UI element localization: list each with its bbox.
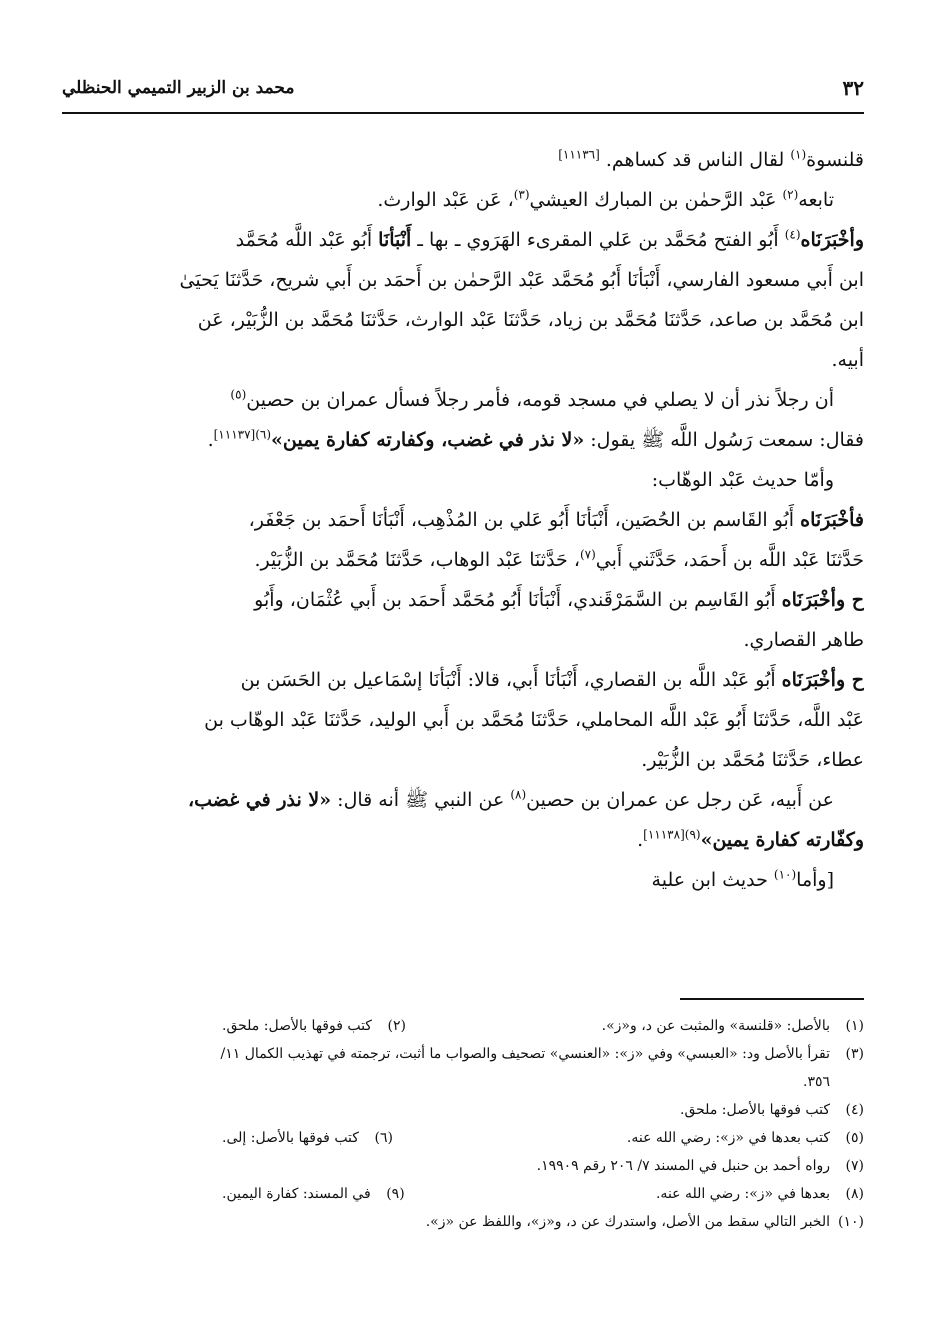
footnote <box>62 1124 864 1152</box>
footnote-second <box>222 1180 405 1208</box>
text-span: فقال: سمعت رَسُول اللَّه ﷺ يقول: <box>584 429 864 451</box>
page-header <box>62 72 864 108</box>
text-line: عَبْد اللَّه، حَدَّثنَا أَبُو عَبْد اللَّه المحاملي، حَدَّثنَا مُحَمَّد بن أَبي الوليد، حَدَّثنَا عَبْد الوهّاب بن <box>204 709 864 731</box>
footnote-number: (٢) <box>387 1018 406 1034</box>
text-span: لقال الناس قد كساهم. <box>605 149 791 171</box>
footnote-text: بالأصل: «قلنسة» والمثبت عن د، و«ز». <box>601 1018 830 1034</box>
main-text <box>62 140 864 900</box>
text-span: حَدَّثنَا عَبْد اللَّه بن أَحمَد، حَدَّثَني أَبي <box>595 549 864 571</box>
text-line <box>62 500 864 540</box>
hadith-text: «لا نذر في غضب، وكفارته كفارة يمين» <box>271 429 585 451</box>
text-span: أَبُو عَبْد اللَّه بن القصاري، أَنْبَأنَا أَبي، قالا: أَنْبَأنَا إسْمَاعيل بن الحَسَن بن <box>240 669 782 691</box>
running-title: محمد بن الزبير التميمي الحنظلي <box>62 78 295 98</box>
text-line <box>62 180 864 220</box>
text-span: . <box>637 829 644 851</box>
hadith-text: وكفّارته كفارة يمين» <box>700 829 864 851</box>
text-span: قلنسوة <box>806 149 864 171</box>
footnote <box>62 1180 864 1208</box>
text-span: عن النبي ﷺ أنه قال: <box>331 789 511 811</box>
footnote-text: الخبر التالي سقط من الأصل، واستدرك عن د، و«ز»، واللفظ عن «ز». <box>425 1214 830 1230</box>
footnote-second <box>222 1124 393 1152</box>
text-span: ، عَن عَبْد الوارث. <box>377 189 514 211</box>
footnote <box>62 1068 864 1096</box>
text-line <box>62 820 864 860</box>
text-span: أَبُو القَاسم بن الحُصَين، أَنْبَأنَا أَبُو عَلي بن المُذْهِب، أَنْبَأنَا أَحمَد بن جَعْفَر، <box>248 509 801 531</box>
text-line: عطاء، حَدَّثنَا مُحَمَّد بن الزُّبَيْر. <box>641 749 864 771</box>
header-rule <box>62 112 864 114</box>
text-span: حديث ابن علية <box>651 869 774 891</box>
footnote-separator <box>680 998 864 1000</box>
text-line <box>62 540 864 580</box>
footnote-number: (٩) <box>386 1186 405 1202</box>
text-line <box>62 220 864 260</box>
page-number: ٣٢ <box>842 76 864 100</box>
text-span: ، حَدَّثنَا عَبْد الوهاب، حَدَّثنَا مُحَمَّد بن الزُّبَيْر. <box>254 549 580 571</box>
footnote-number: (٧) <box>845 1158 864 1174</box>
text-line: وأمّا حديث عَبْد الوهّاب: <box>651 469 834 491</box>
footnote-second <box>222 1012 406 1040</box>
footnote <box>62 1208 864 1236</box>
isnad-keyword: أَنْبَأنَا <box>378 229 412 251</box>
text-line: طاهر القصاري. <box>743 629 864 651</box>
text-span: أَبُو الفتح مُحَمَّد بن عَلي المقرىء الهَرَوي ـ بها ـ <box>411 229 785 251</box>
footnote <box>62 1096 864 1124</box>
isnad-keyword: فأخْبَرَنَاه <box>800 509 864 531</box>
footnote <box>62 1152 864 1180</box>
text-line: ابن أَبي مسعود الفارسي، أَنْبَأنَا أَبُو مُحَمَّد عَبْد الرَّحمٰن بن أَحمَد بن أَبي شريح، حَدَّثنَا يَحيَىٰ <box>179 269 864 291</box>
footnote-number: (٤) <box>845 1102 864 1118</box>
text-span: تابعه <box>798 189 834 211</box>
footnote-text: كتب فوقها بالأصل: ملحق. <box>680 1102 830 1118</box>
footnote-ref: (٣) <box>513 187 530 202</box>
text-line <box>62 420 864 460</box>
footnote-ref: (٨) <box>510 787 527 802</box>
text-span: . <box>207 429 214 451</box>
text-span: عَبْد الرَّحمٰن بن المبارك العيشي <box>529 189 783 211</box>
text-line <box>62 780 864 820</box>
text-line <box>62 140 864 180</box>
footnote <box>62 1040 864 1068</box>
hadith-number: [١١١٣٦] <box>558 147 600 162</box>
footnote-number: (١٠) <box>838 1214 864 1230</box>
footnote-ref: (٢) <box>782 187 799 202</box>
text-span: [وأما <box>796 869 834 891</box>
text-span: أَبُو القَاسِم بن السَّمَرْقَندي، أَنْبَأنَا أَبُو مُحَمَّد أَحمَد بن أَبي عُثْمَان، وأَبُو <box>254 589 782 611</box>
footnote-number: (٨) <box>845 1186 864 1202</box>
hadith-number: [١١١٣٨] <box>643 827 685 842</box>
text-line: أبيه. <box>831 349 864 371</box>
footnote-text: بعدها في «ز»: رضي الله عنه. <box>655 1186 830 1202</box>
text-line <box>62 660 864 700</box>
footnote-ref: (٥) <box>230 387 247 402</box>
footnote-ref: (١) <box>790 147 807 162</box>
footnote <box>62 1012 864 1040</box>
text-line <box>62 580 864 620</box>
footnote-number: (٥) <box>845 1130 864 1146</box>
footnote-text: كتب بعدها في «ز»: رضي الله عنه. <box>626 1130 830 1146</box>
isnad-keyword: ح وأخْبَرَنَاه <box>781 589 864 611</box>
footnote-ref: (٩) <box>684 827 701 842</box>
footnote-ref: (٦) <box>255 427 272 442</box>
text-line <box>62 860 864 900</box>
footnote-text: كتب فوقها بالأصل: إلى. <box>222 1130 359 1146</box>
footnote-text: ٣٥٦. <box>802 1074 830 1090</box>
hadith-number: [١١١٣٧] <box>213 427 256 442</box>
footnotes <box>62 1012 864 1236</box>
footnote-text: كتب فوقها بالأصل: ملحق. <box>222 1018 372 1034</box>
footnote-text: تقرأ بالأصل ود: «العبسي» وفي «ز»: «العنسي» تصحيف والصواب ما أثبت، ترجمته في تهذيب الكمال ١١/ <box>220 1046 830 1062</box>
text-span: أَبُو عَبْد اللَّه مُحَمَّد <box>235 229 379 251</box>
footnote-ref: (٤) <box>784 227 801 242</box>
footnote-number: (٣) <box>845 1046 864 1062</box>
footnote-ref: (١٠) <box>773 867 797 882</box>
footnote-text: في المسند: كفارة اليمين. <box>222 1186 371 1202</box>
text-span: عن أَبيه، عَن رجل عن عمران بن حصين <box>526 789 834 811</box>
footnote-number: (١) <box>845 1018 864 1034</box>
isnad-keyword: ح وأخْبَرَنَاه <box>781 669 864 691</box>
footnote-number: (٦) <box>374 1130 393 1146</box>
text-line: ابن مُحَمَّد بن صاعد، حَدَّثنَا مُحَمَّد بن زياد، حَدَّثنَا عَبْد الوارث، حَدَّثنَا مُحَمَّد بن الزُّبَيْر، عَن <box>197 309 864 331</box>
footnote-text: رواه أحمد بن حنبل في المسند ٧/ ٢٠٦ رقم ١٩٩٠٩. <box>536 1158 830 1174</box>
isnad-keyword: وأخْبَرَنَاه <box>800 229 864 251</box>
hadith-text: «لا نذر في غضب، <box>188 789 332 811</box>
text-line <box>62 380 864 420</box>
text-span: أن رجلاً نذر أن لا يصلي في مسجد قومه، فأمر رجلاً فسأل عمران بن حصين <box>246 389 834 411</box>
footnote-ref: (٧) <box>579 547 596 562</box>
